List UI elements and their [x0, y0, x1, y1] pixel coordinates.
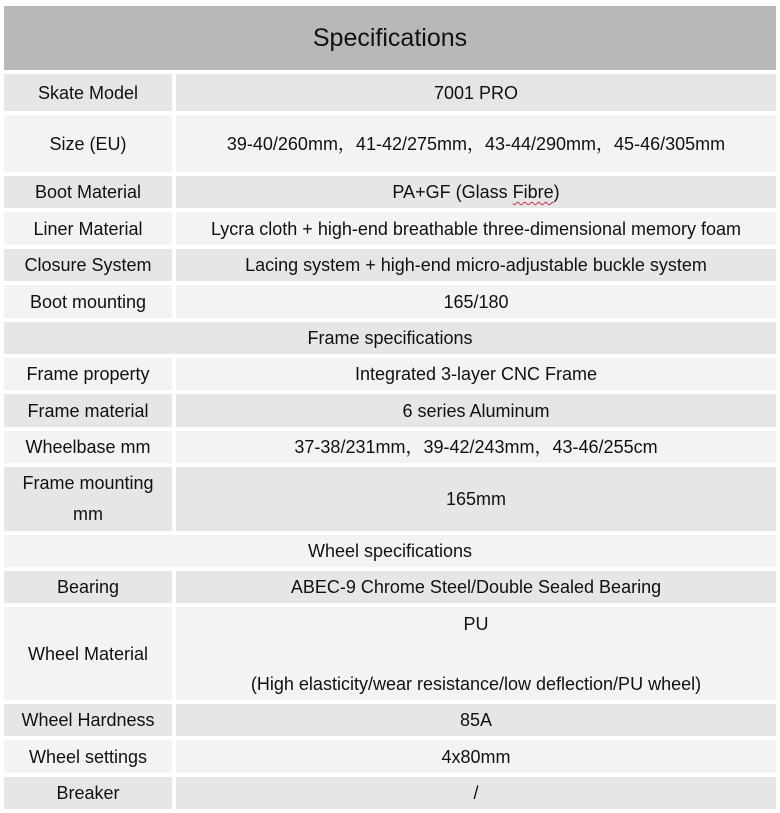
- row-label: Closure System: [4, 249, 176, 285]
- section-row-wheel: [4, 535, 776, 571]
- specifications-title: Specifications: [4, 6, 776, 70]
- table-row: [4, 249, 776, 285]
- row-value: /: [176, 777, 776, 813]
- row-value: Lycra cloth + high-end breathable three-dimensional memory foam: [176, 212, 776, 249]
- specifications-sheet: [4, 6, 776, 813]
- value-suffix: ): [553, 182, 560, 202]
- row-label: Boot Material: [4, 176, 176, 212]
- value-line: (High elasticity/wear resistance/low deflection/PU wheel): [250, 673, 702, 694]
- table-row: [4, 115, 776, 176]
- section-row-frame: [4, 322, 776, 358]
- row-value: 37-38/231mm，39-42/243mm，43-46/255cm: [176, 431, 776, 467]
- row-label: Frame mounting mm: [4, 467, 176, 535]
- table-row: [4, 607, 776, 704]
- table-row: [4, 467, 776, 535]
- row-label: Frame property: [4, 358, 176, 394]
- table-row: [4, 571, 776, 607]
- table-row: [4, 394, 776, 431]
- table-row: [4, 285, 776, 322]
- row-value: 7001 PRO: [176, 74, 776, 115]
- row-value: [176, 607, 776, 704]
- row-label: Wheel Material: [4, 607, 176, 704]
- row-value: 39-40/260mm，41-42/275mm，43-44/290mm，45-46/305mm: [176, 115, 776, 176]
- row-label: Breaker: [4, 777, 176, 813]
- section-heading: Frame specifications: [4, 322, 776, 358]
- row-label: Boot mounting: [4, 285, 176, 322]
- row-label: Bearing: [4, 571, 176, 607]
- table-row: [4, 740, 776, 777]
- row-label: Frame material: [4, 394, 176, 431]
- table-row: [4, 777, 776, 813]
- row-value: 85A: [176, 704, 776, 740]
- row-value: [176, 176, 776, 212]
- row-value: 4x80mm: [176, 740, 776, 777]
- spellcheck-flagged-word: Fibre: [512, 182, 554, 202]
- section-heading: Wheel specifications: [4, 535, 776, 571]
- table-row: [4, 74, 776, 115]
- row-value: 165mm: [176, 467, 776, 535]
- row-label: Liner Material: [4, 212, 176, 249]
- value-prefix: PA+GF (Glass: [392, 182, 513, 202]
- table-row: [4, 212, 776, 249]
- table-row: [4, 358, 776, 394]
- row-value: Lacing system + high-end micro-adjustable buckle system: [176, 249, 776, 285]
- table-row: [4, 704, 776, 740]
- value-line: PU: [463, 613, 489, 634]
- row-label: Skate Model: [4, 74, 176, 115]
- row-label: Wheel Hardness: [4, 704, 176, 740]
- row-label: Wheel settings: [4, 740, 176, 777]
- row-value: Integrated 3-layer CNC Frame: [176, 358, 776, 394]
- row-value: ABEC-9 Chrome Steel/Double Sealed Bearing: [176, 571, 776, 607]
- specifications-table: [4, 74, 776, 813]
- row-label: Size (EU): [4, 115, 176, 176]
- row-value: 6 series Aluminum: [176, 394, 776, 431]
- table-row: [4, 431, 776, 467]
- row-value: 165/180: [176, 285, 776, 322]
- row-label: Wheelbase mm: [4, 431, 176, 467]
- table-row: [4, 176, 776, 212]
